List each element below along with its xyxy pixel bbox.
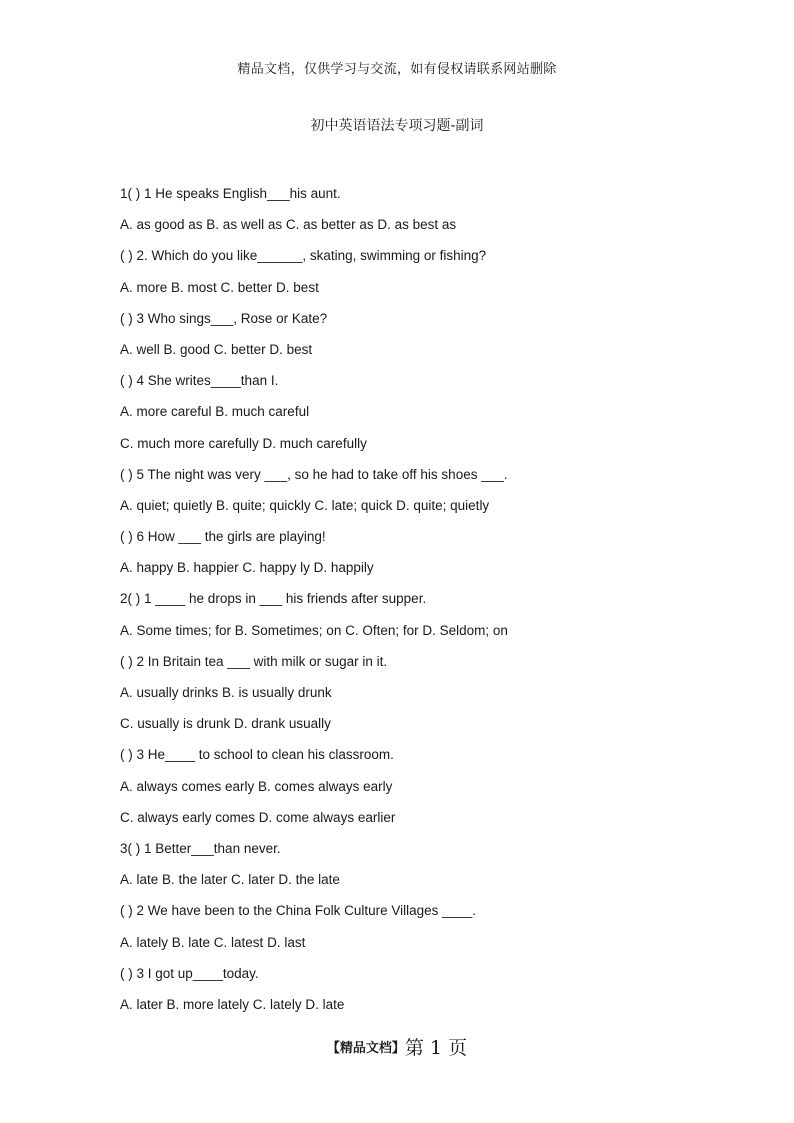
- option-line: C. always early comes D. come always earlier: [120, 809, 396, 825]
- footer-tag: 【精品文档】: [326, 1041, 405, 1056]
- option-line: A. lately B. late C. latest D. last: [120, 934, 306, 950]
- option-line: A. quiet; quietly B. quite; quickly C. late; quick D. quite; quietly: [120, 497, 490, 513]
- option-line: A. usually drinks B. is usually drunk: [120, 685, 332, 700]
- question-line: ( ) 3 He____ to school to clean his classroom.: [120, 747, 394, 763]
- question-line: ( ) 3 Who sings___, Rose or Kate?: [120, 310, 328, 326]
- option-line: A. as good as B. as well as C. as better as D. as best as: [120, 217, 457, 233]
- option-line: C. usually is drunk D. drank usually: [120, 716, 331, 732]
- option-line: A. Some times; for B. Sometimes; on C. Often; for D. Seldom; on: [120, 622, 508, 638]
- option-line: A. more B. most C. better D. best: [120, 279, 319, 295]
- question-line: ( ) 2 We have been to the China Folk Culture Villages ____.: [120, 903, 476, 919]
- option-line: A. late B. the later C. later D. the late: [120, 872, 340, 888]
- question-line: ( ) 5 The night was very ___, so he had to take off his shoes ___.: [120, 466, 508, 482]
- page-title: 初中英语语法专项习题-副词: [310, 118, 484, 134]
- question-line: ( ) 6 How ___ the girls are playing!: [120, 529, 326, 545]
- question-list: [120, 184, 720, 1026]
- question-line: ( ) 3 I got up____today.: [120, 965, 259, 981]
- question-line: ( ) 4 She writes____than I.: [120, 373, 279, 389]
- page-footer: [0, 1033, 794, 1060]
- page-number: 第 1 页: [404, 1037, 468, 1059]
- question-line: 1( ) 1 He speaks English___his aunt.: [120, 186, 341, 201]
- question-line: 3( ) 1 Better___than never.: [120, 840, 281, 856]
- option-line: A. later B. more lately C. lately D. late: [120, 996, 345, 1012]
- header-notice: 精品文档，仅供学习与交流，如有侵权请联系网站删除: [237, 62, 557, 77]
- option-line: A. always comes early B. comes always early: [120, 778, 393, 794]
- option-line: A. happy B. happier C. happy ly D. happily: [120, 560, 374, 576]
- question-line: ( ) 2 In Britain tea ___ with milk or sugar in it.: [120, 653, 388, 669]
- option-line: A. well B. good C. better D. best: [120, 341, 313, 357]
- question-line: 2( ) 1 ____ he drops in ___ his friends after supper.: [120, 591, 427, 607]
- option-line: C. much more carefully D. much carefully: [120, 435, 367, 451]
- question-line: ( ) 2. Which do you like______, skating, swimming or fishing?: [120, 248, 487, 264]
- option-line: A. more careful B. much careful: [120, 404, 310, 420]
